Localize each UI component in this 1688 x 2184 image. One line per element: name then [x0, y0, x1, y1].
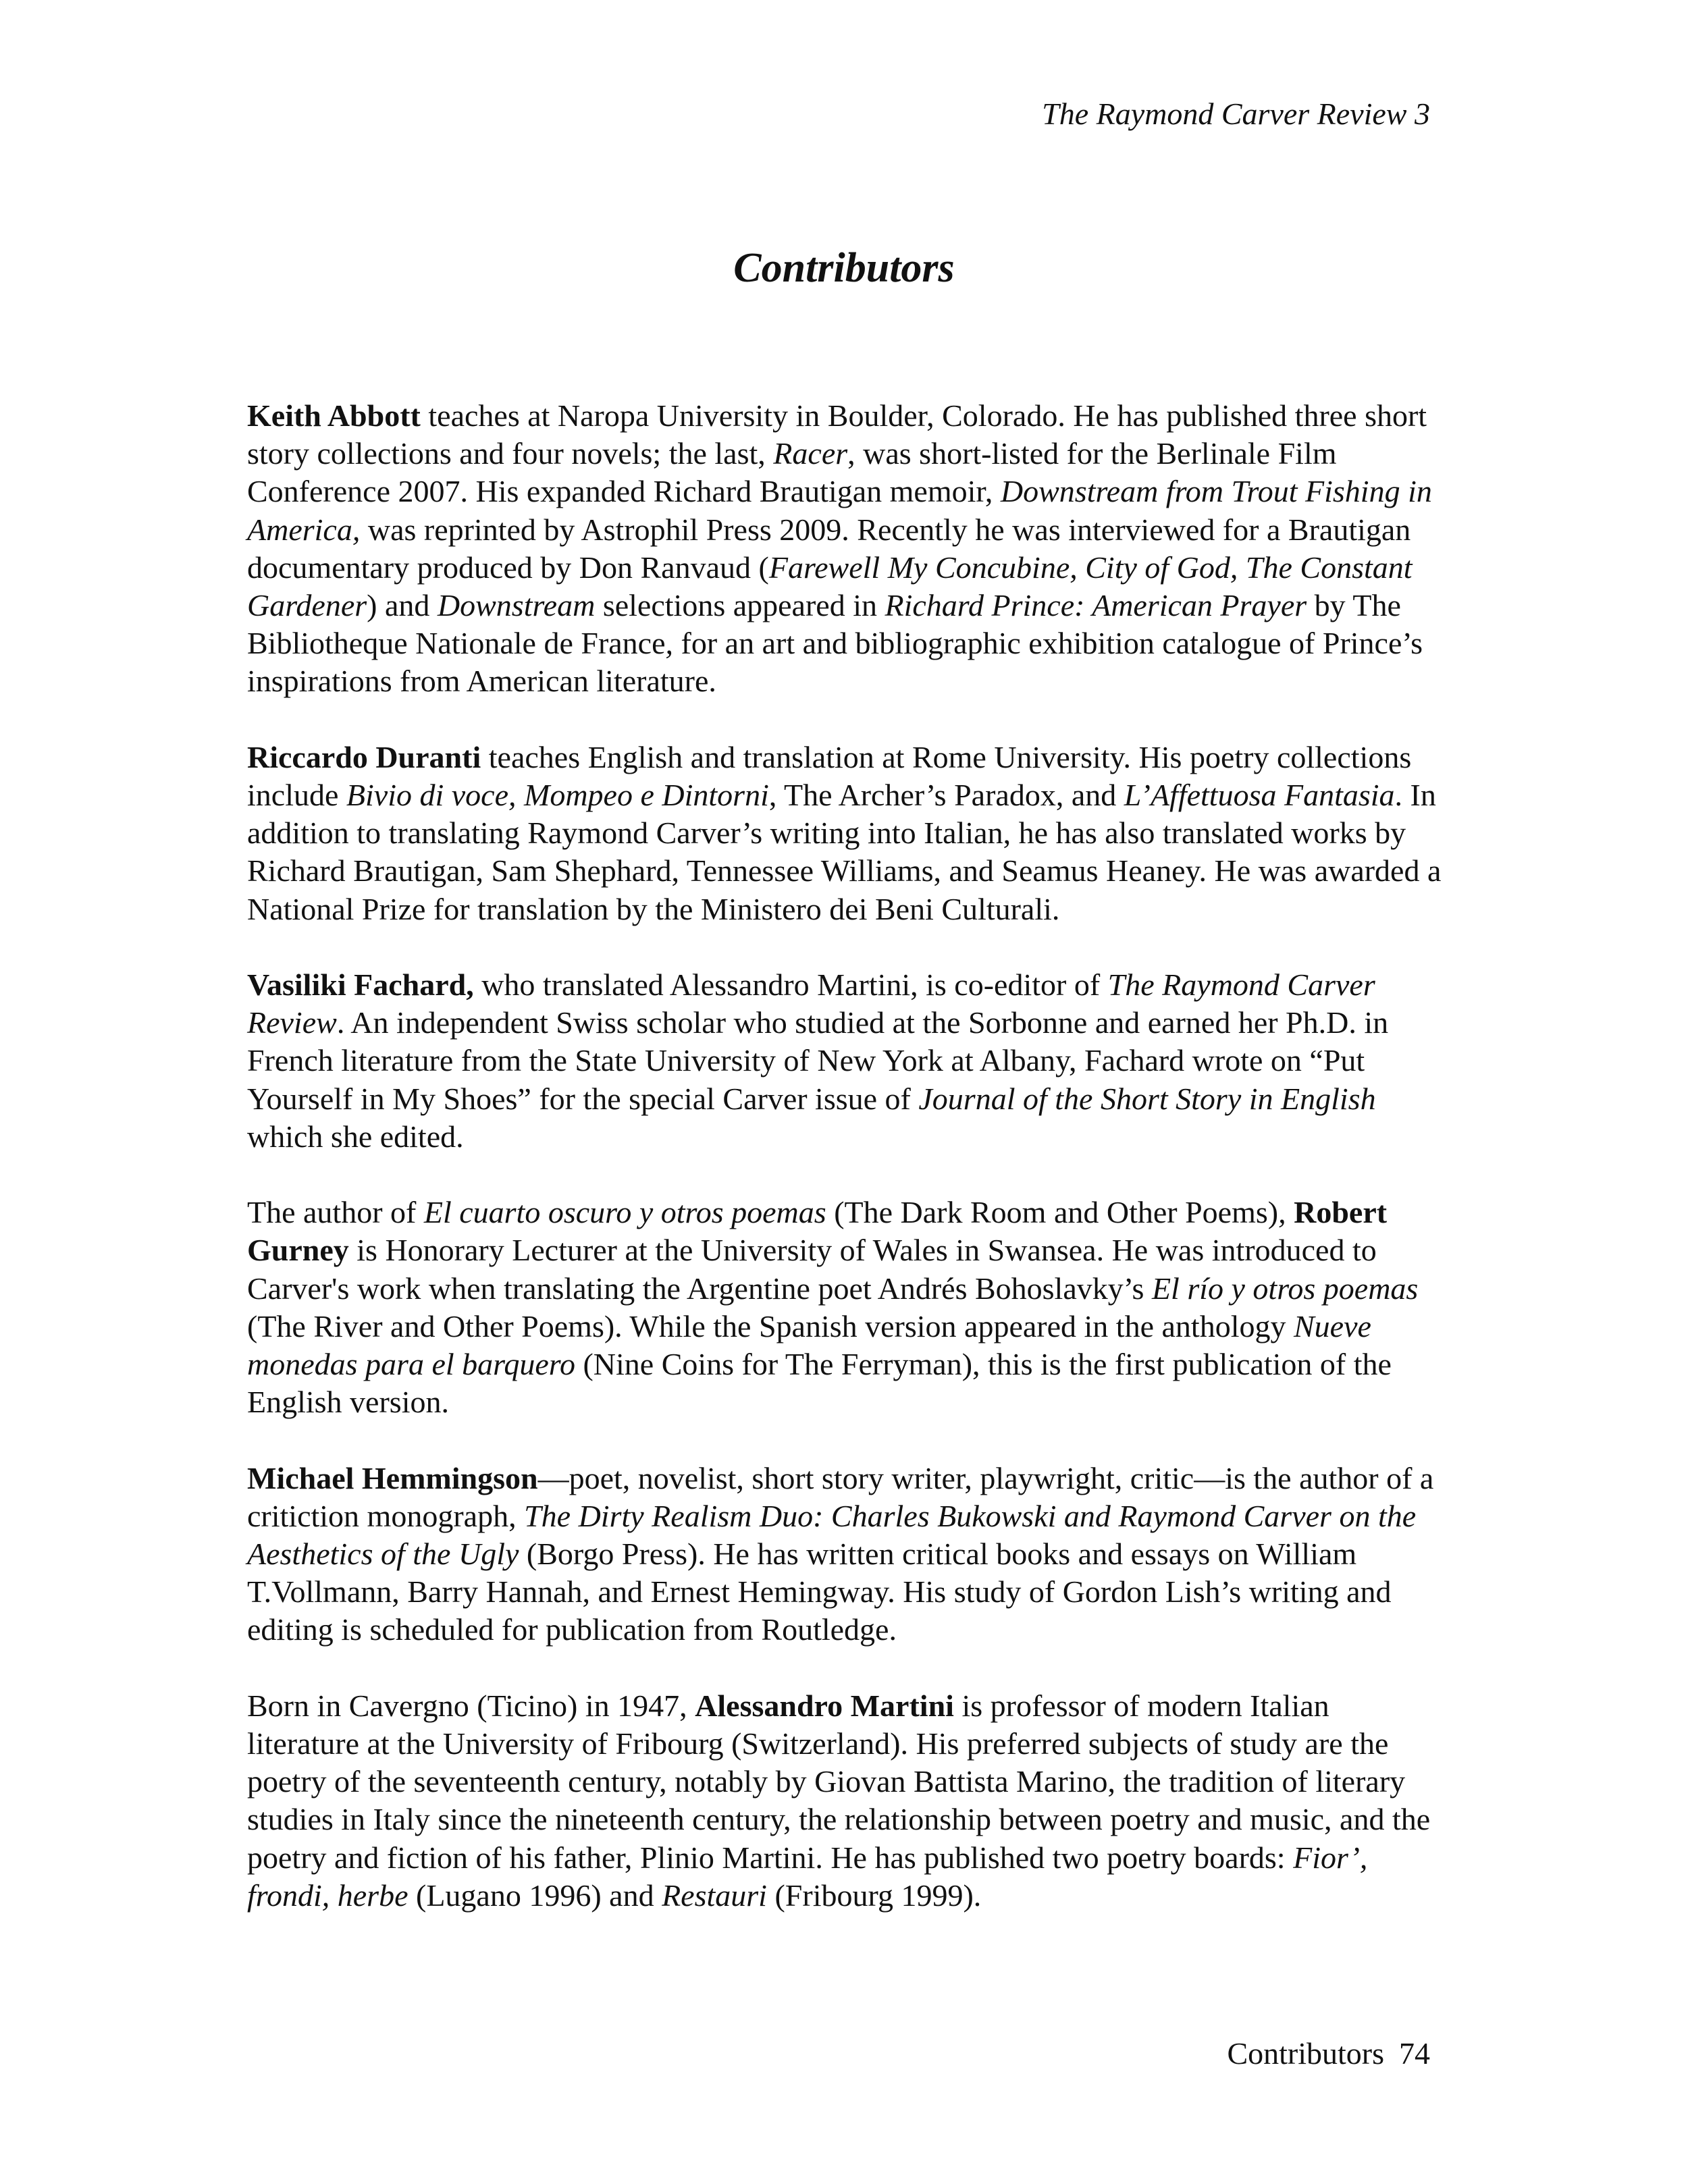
bio-text: ) and: [367, 588, 438, 623]
bio-text: (Fribourg 1999).: [766, 1877, 982, 1913]
bio-text: . An independent Swiss scholar who studied at the Sorbonne and earned her Ph.D. in French literature from the State University of New York at Albany, Fachard wrote on “Put Yourself in My Shoes” for the special Carver issue of: [247, 1005, 1389, 1116]
contributor-name: Robert Gurney: [247, 1195, 1388, 1268]
bio-text: (The River and Other Poems). While the Spanish version appeared in the anthology: [247, 1308, 1294, 1343]
work-title: El cuarto oscuro y otros poemas: [423, 1195, 826, 1230]
bio-text: by The Bibliotheque Nationale de France: [247, 588, 1401, 661]
work-title: The Dirty Realism Duo: Charles Bukowski and Raymond Carver on the Aesthetics of the Ugly: [247, 1498, 1417, 1572]
contributor-name: Riccardo Duranti: [247, 739, 481, 774]
page-title: Contributors: [733, 245, 955, 291]
work-title: L’Affettuosa Fantasia: [1124, 778, 1395, 813]
page-number: 74: [1399, 2036, 1430, 2071]
bio-text: is Honorary Lecturer at the University of Wales in Swansea. He was introduced to Carver's work when translating the Argentine poet Andrés Bohoslavky’s: [247, 1233, 1377, 1306]
work-title: Downstream from Trout Fishing in America,: [247, 474, 1432, 547]
bio-text: . In addition to translating Raymond Carver’s writing into Italian, he has also translated works by Richard Brautigan, Sam Shephard, Tennessee Williams, and Seamus Heaney. He was awarded a National Prize for translation by the Ministero dei Beni Culturali.: [247, 778, 1442, 926]
contributor-bio: [247, 1460, 1442, 1649]
contributor-bio: [247, 397, 1442, 701]
bio-text: selections appeared in: [595, 588, 885, 623]
contributors-list: [247, 397, 1442, 1952]
work-title: Nueve monedas para el barquero: [247, 1308, 1371, 1382]
bio-text: [1286, 1195, 1294, 1229]
work-title: Richard Prince: American Prayer: [885, 588, 1307, 623]
work-title: Racer: [773, 436, 848, 471]
work-title: Restauri: [662, 1877, 767, 1913]
work-title: Downstream: [437, 588, 596, 623]
bio-text: was reprinted by Astrophil Press 2009. Recently he was interviewed for a Brautigan documentary produced by Don Ranvaud (: [247, 512, 1411, 585]
work-title: The Raymond Carver Review: [247, 967, 1375, 1040]
work-title: Bivio di voce, Mompeo e Dintorni: [346, 778, 769, 813]
contributor-name: Keith Abbott: [247, 398, 421, 433]
bio-text: The author of: [247, 1195, 424, 1230]
contributor-bio: [247, 1687, 1442, 1915]
running-header: The Raymond Carver Review 3: [1042, 97, 1430, 131]
bio-text: who translated Alessandro Martini, is co-editor of: [473, 967, 1108, 1003]
bio-text: (The Dark Room and Other Poems): [826, 1195, 1279, 1230]
contributor-name: Vasiliki Fachard,: [247, 967, 474, 1003]
bio-text: which she edited.: [247, 1119, 464, 1154]
contributor-bio: [247, 739, 1442, 928]
bio-text: (Borgo Press). He has written critical books and essays on William T.Vollmann, Barry Hannah, and Ernest Hemingway. His study of Gordon Lish’s writing and editing is scheduled for publication from Routledge.: [247, 1537, 1392, 1647]
work-title: ,: [665, 626, 674, 661]
bio-text: (Nine Coins for The Ferryman), this is the first publication of the English version.: [247, 1347, 1392, 1420]
bio-text: (Lugano 1996) and: [408, 1877, 662, 1913]
work-title: ,: [1278, 1195, 1286, 1230]
work-title: Fior’, frondi, herbe: [247, 1840, 1368, 1913]
work-title: Journal of the Short Story in English: [918, 1081, 1376, 1116]
bio-text: —poet, novelist, short story writer, playwright, critic—is the author of a critiction monograph,: [247, 1460, 1434, 1533]
bio-text: for an art and bibliographic exhibition catalogue of Prince’s inspirations from American literature.: [247, 626, 1423, 699]
bio-text: teaches at Naropa University in Boulder, Colorado. He has published three short story collections and four novels; the last,: [247, 398, 1427, 471]
work-title: El río y otros poemas: [1151, 1271, 1419, 1306]
bio-text: is professor of modern Italian literature at the University of Fribourg (Switzerland). His preferred subjects of study are the poetry of the seventeenth century, notably by Giovan Battista Marino, the tradition of literary studies in Italy since the nineteenth century, the relationship between poetry and music, and the poetry and fiction of his father, Plinio Martini. He has published two poetry boards:: [247, 1688, 1431, 1875]
bio-text: Born in Cavergno (Ticino) in 1947,: [247, 1688, 695, 1723]
bio-text: teaches English and translation at Rome University. His poetry collections include: [247, 739, 1412, 813]
bio-text: , The Archer’s Paradox, and: [768, 778, 1124, 813]
contributor-bio: [247, 966, 1442, 1156]
contributor-name: Alessandro Martini: [695, 1688, 954, 1723]
bio-text: , was short-listed for the Berlinale Film Conference 2007. His expanded Richard Brautigan memoir,: [247, 436, 1337, 509]
footer-section: Contributors: [1227, 2036, 1384, 2071]
contributor-bio: [247, 1194, 1442, 1421]
contributor-name: Michael Hemmingson: [247, 1460, 538, 1495]
work-title: Farewell My Concubine, City of God, The Constant Gardener: [247, 550, 1413, 623]
page-footer: [1227, 2035, 1430, 2071]
